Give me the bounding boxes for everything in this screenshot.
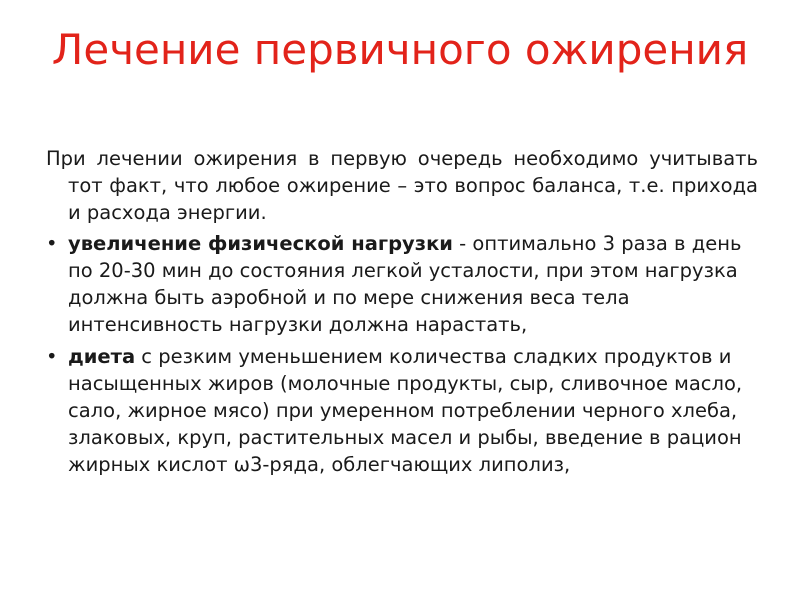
intro-paragraph: При лечении ожирения в первую очередь необходимо учитывать тот факт, что любое ожирение – это вопрос баланса, т.е. прихода и расхода энергии. — [46, 147, 758, 224]
bullet-heading-exercise: увеличение физической нагрузки — [68, 232, 453, 255]
slide-title: Лечение первичного ожирения — [51, 25, 749, 74]
bullet-text-exercise: - оптимально 3 раза в день по 20-30 мин до состояния легкой усталости, при этом нагрузка должна быть аэробной и по мере снижения веса тела интенсивность нагрузки должна нарастать, — [68, 232, 742, 336]
bullet-item-exercise — [46, 230, 758, 338]
bullet-item-diet — [46, 343, 758, 478]
slide-body — [46, 145, 758, 483]
bullet-marker: • — [46, 345, 58, 368]
bullet-text-diet: с резким уменьшением количества сладких продуктов и насыщенных жиров (молочные продукты, сыр, сливочное масло, сало, жирное мясо) при умеренном потреблении черного хлеба, злаковых, круп, растительных масел и рыбы, введение в рацион жирных кислот ω3-ряда, облегчающих липолиз, — [68, 345, 743, 476]
bullet-heading-diet: диета — [68, 345, 136, 368]
bullet-marker: • — [46, 232, 58, 255]
